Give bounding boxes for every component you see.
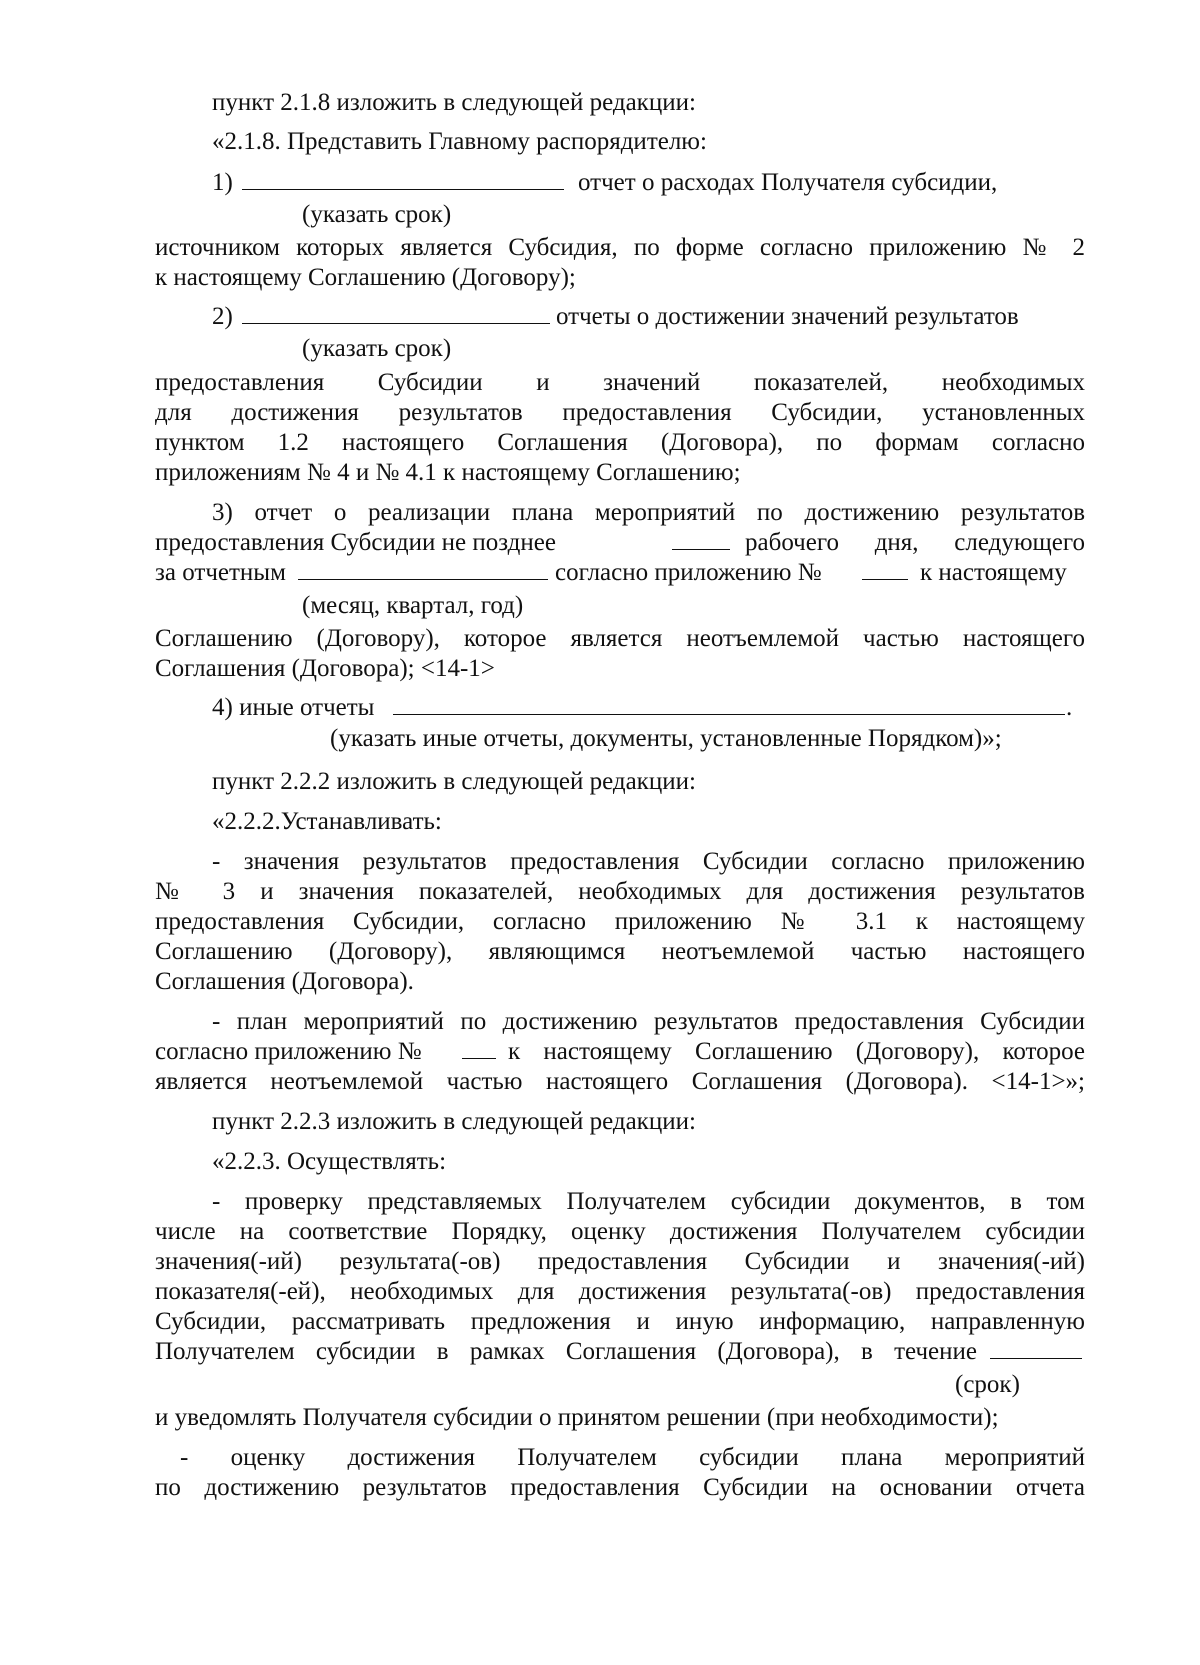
- paragraph-line: источником которых является Субсидия, по форме согласно приложению № 2: [155, 234, 1085, 261]
- fill-blank: [862, 558, 908, 588]
- paragraph-line: № 3 и значения показателей, необходимых для достижения результатов: [155, 878, 1085, 905]
- paragraph-line: отчеты о достижении значений результатов: [556, 303, 1019, 330]
- paragraph-line: предоставления Субсидии не позднее: [155, 529, 556, 556]
- paragraph-line: Соглашению (Договору), которое является неотъемлемой частью настоящего: [155, 625, 1085, 652]
- paragraph-line: показателя(-ей), необходимых для достижения результата(-ов) предоставления: [155, 1278, 1085, 1305]
- paragraph-line: - план мероприятий по достижению результатов предоставления Субсидии: [212, 1008, 1085, 1035]
- fill-blank: [242, 302, 550, 332]
- field-note: (указать срок): [302, 335, 452, 362]
- paragraph-line: значения(-ий) результата(-ов) предоставления Субсидии и значения(-ий): [155, 1248, 1085, 1275]
- paragraph-line: пункт 2.2.2 изложить в следующей редакции:: [212, 768, 696, 795]
- item-number: 2): [212, 303, 233, 330]
- paragraph-line: и уведомлять Получателя субсидии о принятом решении (при необходимости);: [155, 1404, 999, 1431]
- paragraph-line: - оценку достижения Получателем субсидии плана мероприятий: [180, 1444, 1085, 1471]
- paragraph-line: согласно приложению №: [155, 1038, 422, 1065]
- fill-blank: [298, 558, 548, 588]
- period-mark: .: [1066, 694, 1073, 721]
- paragraph-line: «2.2.2.Устанавливать:: [212, 808, 442, 835]
- paragraph-line: числе на соответствие Порядку, оценку достижения Получателем субсидии: [155, 1218, 1085, 1245]
- paragraph-line: - значения результатов предоставления Субсидии согласно приложению: [212, 848, 1085, 875]
- paragraph-line: Соглашения (Договора).: [155, 968, 414, 995]
- paragraph-line: Получателем субсидии в рамках Соглашения (Договора), в течение: [155, 1338, 977, 1365]
- paragraph-line: - проверку представляемых Получателем субсидии документов, в том: [212, 1188, 1085, 1215]
- fill-blank: [242, 168, 564, 198]
- paragraph-line: пункт 2.1.8 изложить в следующей редакции:: [212, 89, 696, 116]
- field-note: (указать срок): [302, 201, 452, 228]
- paragraph-line: Соглашения (Договора); <14-1>: [155, 655, 495, 682]
- paragraph-line: Субсидии, рассматривать предложения и иную информацию, направленную: [155, 1308, 1085, 1335]
- paragraph-line: является неотъемлемой частью настоящего Соглашения (Договора). <14-1>»;: [155, 1068, 1085, 1095]
- paragraph-line: пунктом 1.2 настоящего Соглашения (Договора), по формам согласно: [155, 429, 1085, 456]
- paragraph-line: согласно приложению №: [555, 559, 822, 586]
- paragraph-line: предоставления Субсидии и значений показателей, необходимых: [155, 369, 1085, 396]
- fill-blank: [393, 693, 1065, 723]
- item-number: 1): [212, 169, 233, 196]
- fill-blank: [672, 528, 730, 558]
- paragraph-line: приложениям № 4 и № 4.1 к настоящему Соглашению;: [155, 459, 741, 486]
- paragraph-line: отчет о расходах Получателя субсидии,: [578, 169, 998, 196]
- field-note: (указать иные отчеты, документы, установленные Порядком)»;: [330, 725, 1002, 752]
- paragraph-line: по достижению результатов предоставления Субсидии на основании отчета: [155, 1474, 1085, 1501]
- paragraph-line: рабочего дня, следующего: [745, 529, 1085, 556]
- fill-blank: [462, 1037, 496, 1067]
- paragraph-line: «2.1.8. Представить Главному распорядителю:: [212, 128, 707, 155]
- paragraph-line: для достижения результатов предоставления Субсидии, установленных: [155, 399, 1085, 426]
- paragraph-line: Соглашению (Договору), являющимся неотъемлемой частью настоящего: [155, 938, 1085, 965]
- paragraph-line: к настоящему: [920, 559, 1067, 586]
- paragraph-line: 3) отчет о реализации плана мероприятий по достижению результатов: [212, 499, 1085, 526]
- fill-blank: [990, 1337, 1082, 1367]
- paragraph-line: предоставления Субсидии, согласно приложению № 3.1 к настоящему: [155, 908, 1085, 935]
- paragraph-line: «2.2.3. Осуществлять:: [212, 1148, 447, 1175]
- paragraph-line: 4) иные отчеты: [212, 694, 375, 721]
- paragraph-line: пункт 2.2.3 изложить в следующей редакции:: [212, 1108, 696, 1135]
- paragraph-line: к настоящему Соглашению (Договору), которое: [508, 1038, 1085, 1065]
- paragraph-line: к настоящему Соглашению (Договору);: [155, 264, 576, 291]
- field-note: (месяц, квартал, год): [302, 592, 524, 619]
- field-note: (срок): [955, 1371, 1020, 1398]
- paragraph-line: за отчетным: [155, 559, 286, 586]
